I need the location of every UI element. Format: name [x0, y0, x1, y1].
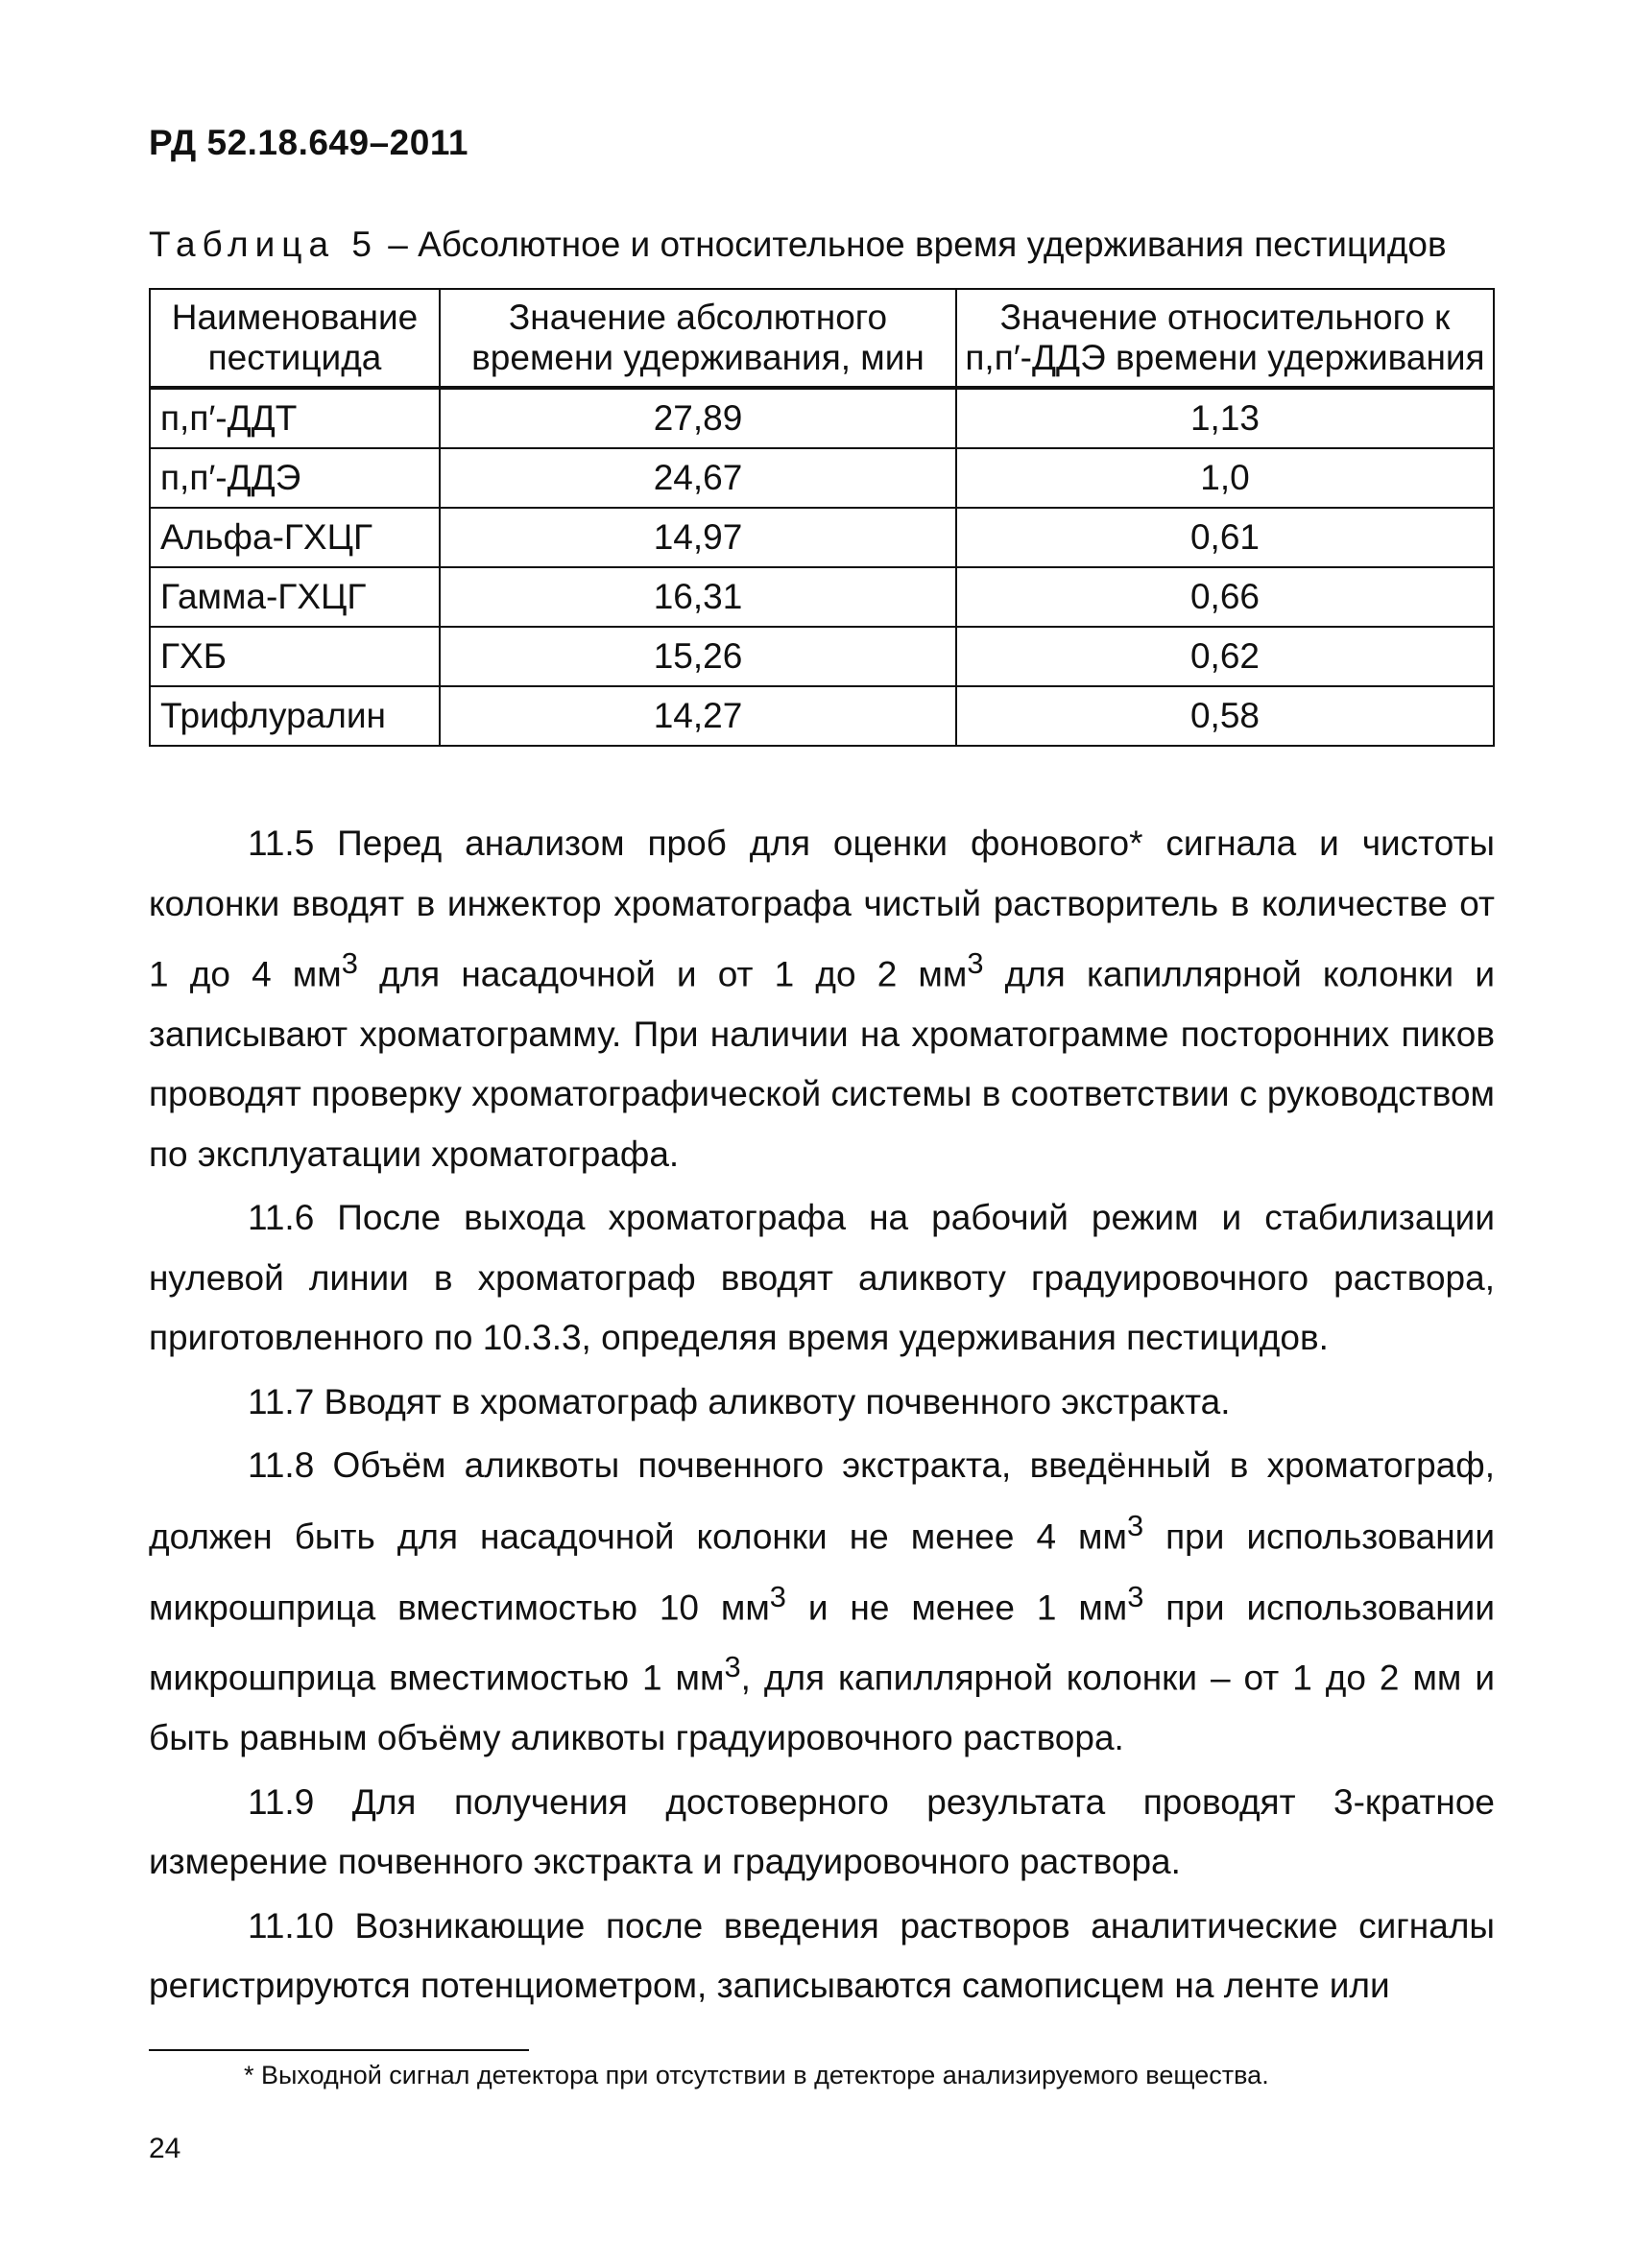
cell-relative-time: 0,62 — [956, 627, 1494, 686]
cell-relative-time: 0,58 — [956, 686, 1494, 746]
table-caption — [149, 225, 1447, 265]
cell-absolute-time: 14,97 — [440, 508, 956, 567]
document-header: РД 52.18.649–2011 — [149, 123, 468, 162]
footnote-separator — [149, 2049, 529, 2051]
paragraph-11-6: 11.6 После выхода хроматографа на рабочий режим и стабилизации нулевой линии в хроматограф вводят аликвоту градуировочного раствора, приготовленного по 10.3.3, определяя время удерживания пестицидов. — [149, 1198, 1495, 1358]
footnote: * Выходной сигнал детектора при отсутствии в детекторе анализируемого вещества. — [244, 2061, 1269, 2089]
table-header-row — [150, 289, 1494, 388]
paragraph-text: и не менее 1 мм — [785, 1587, 1128, 1627]
superscript: 3 — [769, 1579, 786, 1613]
cell-absolute-time: 16,31 — [440, 567, 956, 627]
superscript: 3 — [967, 946, 984, 980]
cell-pesticide: ГХБ — [150, 627, 440, 686]
cell-relative-time: 1,13 — [956, 388, 1494, 448]
cell-pesticide: Трифлуралин — [150, 686, 440, 746]
table-row — [150, 567, 1494, 627]
cell-relative-time: 0,66 — [956, 567, 1494, 627]
paragraph-11-10: 11.10 Возникающие после введения растворов аналитические сигналы регистрируются потенциометром, записываются самописцем на ленте или — [149, 1905, 1495, 2006]
table-caption-text: – Абсолютное и относительное время удерживания пестицидов — [377, 225, 1447, 264]
column-header-pesticide: Наименование пестицида — [150, 289, 440, 388]
cell-absolute-time: 27,89 — [440, 388, 956, 448]
paragraph-text: , для капиллярной колонки – от 1 до 2 мм и быть равным объёму аликвоты градуировочного раствора. — [149, 1658, 1496, 1758]
cell-relative-time: 0,61 — [956, 508, 1494, 567]
table-row — [150, 448, 1494, 508]
superscript: 3 — [1126, 1508, 1144, 1542]
table-caption-label: Таблица 5 — [149, 225, 378, 264]
cell-absolute-time: 24,67 — [440, 448, 956, 508]
paragraph-11-5 — [149, 814, 1495, 1184]
cell-absolute-time: 15,26 — [440, 627, 956, 686]
paragraph-11-8 — [149, 1436, 1495, 1768]
cell-pesticide: Гамма-ГХЦГ — [150, 567, 440, 627]
paragraph-text: при использовании микрошприца вместимостью 10 мм — [149, 1516, 1495, 1627]
superscript: 3 — [1127, 1579, 1144, 1613]
paragraph-text: 11.8 Объём аликвоты почвенного экстракта, введённый в хроматограф, должен быть для насадочной колонки не менее 4 мм — [149, 1445, 1495, 1557]
paragraph-11-9: 11.9 Для получения достоверного результата проводят 3-кратное измерение почвенного экстракта и градуировочного раствора. — [149, 1781, 1495, 1882]
paragraph-text: * сигнала и чистоты колонки вводят в инжектор хроматографа чистый растворитель в количестве от 1 до 4 мм — [149, 824, 1495, 994]
table-row — [150, 627, 1494, 686]
table-row — [150, 686, 1494, 746]
page-number: 24 — [149, 2133, 181, 2164]
body-text — [149, 814, 1495, 2017]
cell-pesticide: Альфа-ГХЦГ — [150, 508, 440, 567]
cell-pesticide: п,п′-ДДТ — [150, 388, 440, 448]
superscript: 3 — [724, 1650, 741, 1684]
paragraph-text: при использовании микрошприца вместимостью 1 мм — [149, 1587, 1495, 1698]
column-header-absolute-time: Значение абсолютного времени удерживания, мин — [440, 289, 956, 388]
paragraph-11-7: 11.7 Вводят в хроматограф аликвоту почвенного экстракта. — [248, 1381, 1231, 1421]
column-header-relative-time: Значение относительного к п,п′-ДДЭ времени удерживания — [956, 289, 1494, 388]
table-row — [150, 388, 1494, 448]
table-row — [150, 508, 1494, 567]
superscript: 3 — [341, 946, 358, 980]
paragraph-text: 11.5 Перед анализом проб для оценки фонового — [248, 824, 1130, 863]
cell-absolute-time: 14,27 — [440, 686, 956, 746]
paragraph-text: для насадочной и от 1 до 2 мм — [357, 954, 968, 994]
retention-time-table — [149, 288, 1495, 747]
cell-pesticide: п,п′-ДДЭ — [150, 448, 440, 508]
cell-relative-time: 1,0 — [956, 448, 1494, 508]
paragraph-text: для капиллярной колонки и записывают хроматограмму. При наличии на хроматограмме посторонних пиков проводят проверку хроматографической системы в соответствии с руководством по эксплуатации хроматографа. — [149, 954, 1495, 1174]
